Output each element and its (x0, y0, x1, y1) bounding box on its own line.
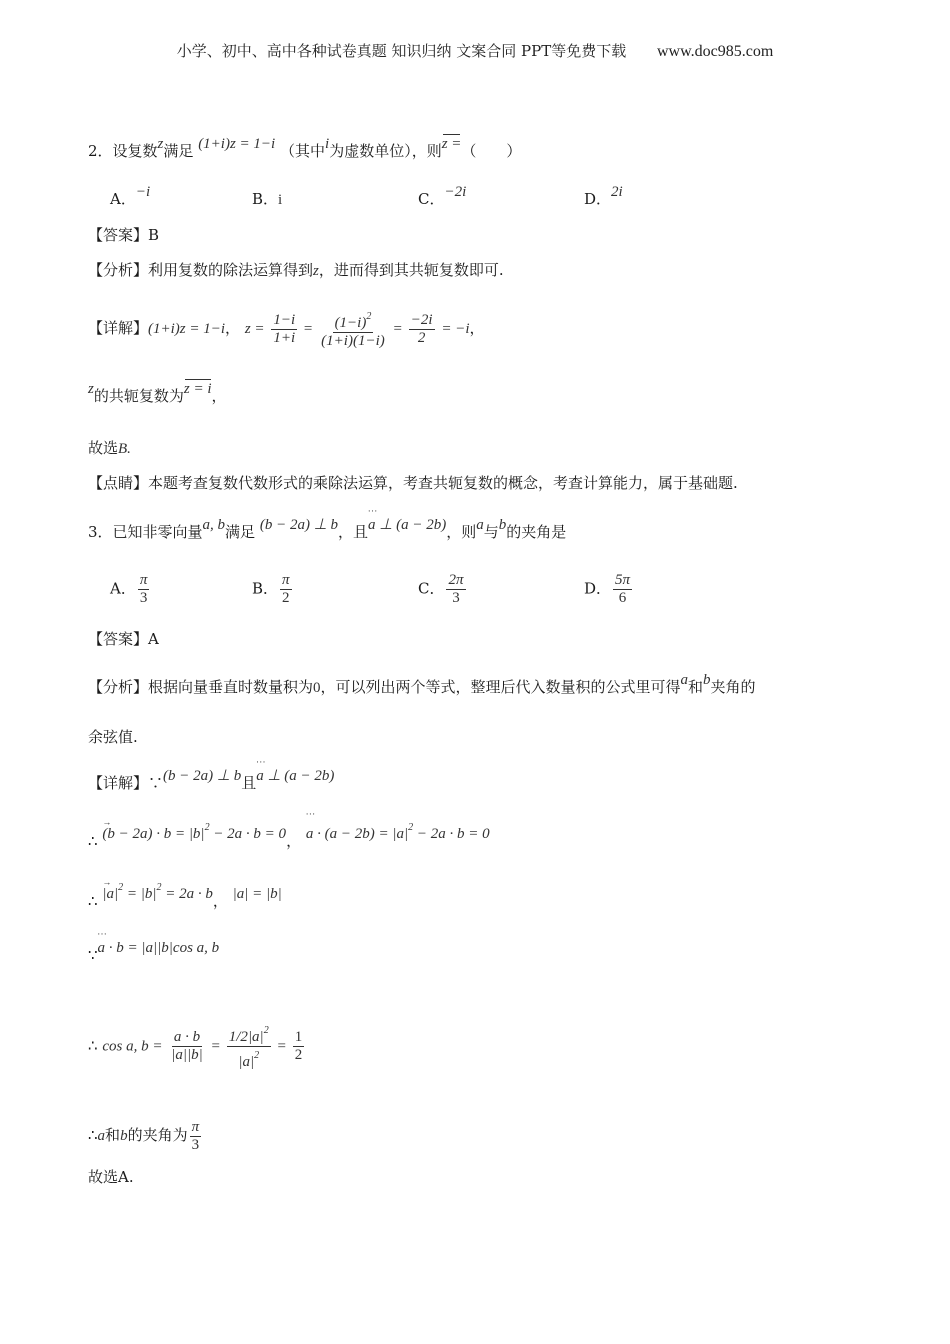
q3-detail-4: ∵··· a · b = |a||b|cos a, b (88, 944, 219, 967)
q2-conjugate: z的共轭复数为z = i， (88, 385, 227, 408)
header-site-link[interactable]: www.doc985.com (657, 43, 774, 60)
q3-choose: 故选A. (88, 1168, 134, 1186)
q2-equation: (1+i)z = 1−i (198, 136, 276, 152)
q3-detail-6: ∴a和b的夹角为 $\frac{\pi}{3}$ (88, 1118, 200, 1153)
q3-detail-3: ∴ → $|a|^2 = |b|^2 = 2a \cdot b$， |a| = |b| (88, 885, 282, 913)
q3-option-a: A． $\frac{\pi}{3}$ (110, 572, 148, 606)
q2-stem: 2．设复数z满足 (1+i)z = 1−i （其中i为虚数单位），则z =（ ） (88, 140, 521, 163)
q3-detail-2: ∴ → $(b - 2a) \cdot b = |b|^2 - 2a \cdot b = 0$， ··· $a \cdot (a - 2b) = |a|^2 - 2a \cdot b = 0$ (88, 825, 490, 853)
q2-zbar: z = (442, 133, 462, 155)
q2-answer: 【答案】B (88, 226, 160, 244)
q2-option-d: D．2i (584, 184, 623, 208)
q3-option-d: D． $\frac{5\pi}{6}$ (584, 572, 631, 606)
q3-option-c: C． $\frac{2\pi}{3}$ (418, 572, 464, 606)
q3-detail-1: 【详解】∵(b − 2a) ⊥ b且··· a ⊥ (a − 2b) (88, 772, 334, 795)
q3-analysis-cont: 余弦值. (88, 728, 138, 746)
q2-choose: 故选B. (88, 439, 131, 457)
header-text: 小学、初中、高中各种试卷真题 知识归纳 文案合同 PPT等免费下载 (176, 42, 627, 60)
q3-stem: 3．已知非零向量a, b满足 (b − 2a) ⊥ b，且··· a ⊥ (a − 2b)，则a与b的夹角是 (88, 521, 566, 544)
q2-option-c: C．−2i (418, 184, 467, 208)
q3-option-b: B． $\frac{\pi}{2}$ (252, 572, 290, 606)
q3-analysis: 【分析】根据向量垂直时数量积为0，可以列出两个等式，整理后代入数量积的公式里可得a和b夹角的 (88, 672, 756, 696)
page-header (0, 40, 950, 61)
q2-detail: 【详解】(1+i)z = 1−i， z = $\frac{1-i}{1+i}$ = $\frac{(1-i)^2}{(1+i)(1-i)}$ = $\frac{-2i}{2}$ = −i， (88, 308, 485, 350)
q2-option-b: B．i (252, 190, 283, 208)
q2-analysis: 【分析】利用复数的除法运算得到z，进而得到其共轭复数即可. (88, 261, 504, 279)
q2-option-a: A．−i (110, 184, 151, 208)
q3-answer: 【答案】A (88, 630, 159, 648)
q2-note: 【点睛】本题考查复数代数形式的乘除法运算，考查共轭复数的概念，考查计算能力，属于基础题. (88, 474, 738, 492)
q3-detail-5: ∴ cos a, b = $\frac{a \cdot b}{|a||b|}$ = $\frac{1/2|a|^2}{|a|^2}$ = $\frac{1}{2}$ (88, 1022, 306, 1071)
